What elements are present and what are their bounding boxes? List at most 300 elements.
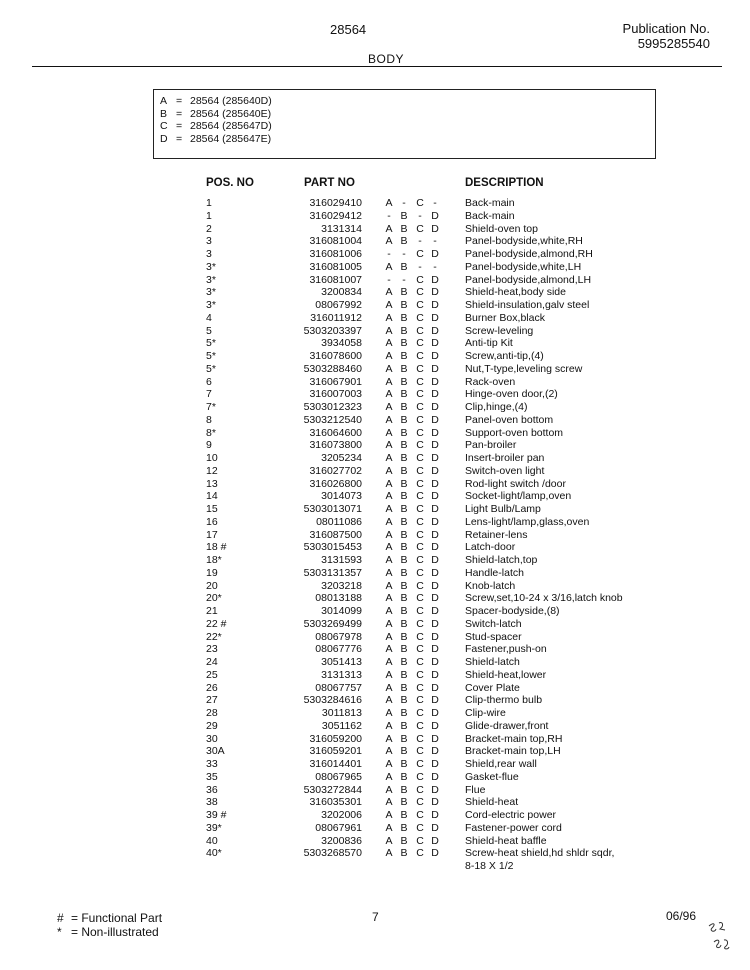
model-mark-c: C	[416, 796, 424, 809]
model-mark-d: D	[431, 566, 439, 579]
column-header-part: PART NO	[304, 177, 355, 189]
part-pos: 30	[206, 732, 218, 745]
legend	[57, 911, 162, 939]
table-row	[0, 235, 750, 248]
part-pos: 33	[206, 758, 218, 770]
variant-row	[160, 120, 655, 133]
model-mark-b: B	[400, 260, 408, 273]
model-mark-c: C	[416, 311, 424, 324]
table-row	[0, 274, 750, 287]
model-mark-c: C	[416, 197, 424, 209]
model-mark-b: B	[400, 847, 408, 860]
model-mark-d: D	[431, 452, 439, 464]
model-mark-d: -	[433, 197, 437, 209]
model-mark-a: A	[385, 350, 393, 362]
model-mark-b: B	[400, 388, 408, 401]
part-number: 08011086	[316, 515, 362, 528]
model-mark-d: D	[431, 656, 439, 668]
part-pos: 40	[206, 834, 218, 847]
model-mark-a: A	[385, 490, 393, 503]
model-mark-c: C	[416, 324, 424, 337]
model-mark-c: C	[416, 605, 424, 617]
header-rule	[32, 66, 722, 67]
model-mark-c: C	[416, 617, 424, 630]
model-mark-b: B	[400, 503, 408, 515]
table-row	[0, 439, 750, 452]
model-mark-d: D	[431, 209, 439, 222]
part-number: 5303013071	[303, 503, 362, 515]
model-mark-c: -	[418, 235, 422, 248]
model-mark-d: D	[431, 337, 439, 350]
model-mark-c: C	[416, 286, 424, 299]
model-mark-a: A	[385, 324, 393, 337]
model-mark-a: A	[385, 554, 393, 566]
part-description: Panel-bodyside,almond,RH	[465, 248, 593, 260]
part-pos: 12	[206, 464, 218, 477]
model-mark-a: A	[385, 260, 393, 273]
model-mark-c: C	[416, 426, 424, 439]
variant-eq: =	[176, 95, 183, 107]
model-mark-b: B	[400, 617, 408, 630]
model-mark-b: -	[402, 197, 406, 209]
model-mark-d: D	[431, 579, 439, 592]
table-row	[0, 733, 750, 746]
model-mark-a: A	[385, 375, 393, 388]
part-description: Flue	[465, 783, 486, 796]
model-mark-b: B	[400, 311, 408, 324]
table-row	[0, 363, 750, 376]
part-description: Shield-latch,top	[465, 554, 538, 566]
model-mark-d: D	[431, 503, 439, 515]
model-mark-a: A	[385, 719, 393, 732]
table-row	[0, 720, 750, 733]
part-number: 3051413	[321, 656, 362, 668]
part-description: Back-main	[465, 209, 515, 222]
model-mark-c: C	[416, 694, 424, 707]
model-mark-d: D	[431, 413, 439, 426]
part-number: 3011813	[321, 707, 362, 719]
model-mark-b: B	[400, 541, 408, 554]
table-row	[0, 452, 750, 465]
part-number: 316081004	[309, 235, 362, 248]
model-mark-b: B	[400, 426, 408, 439]
part-number: 3014099	[321, 605, 362, 617]
model-mark-b: B	[400, 821, 408, 834]
model-mark-c: C	[416, 541, 424, 554]
part-pos: 26	[206, 681, 218, 694]
part-description: Cord-electric power	[465, 809, 557, 821]
model-mark-b: B	[400, 643, 408, 656]
model-mark-a: A	[385, 299, 393, 311]
variant-key: A	[160, 95, 168, 107]
variant-key: C	[160, 120, 168, 132]
part-description: Bracket-main top,LH	[465, 745, 561, 758]
model-mark-c: C	[416, 503, 424, 515]
model-mark-b: B	[400, 375, 408, 388]
model-mark-d: D	[431, 694, 439, 707]
part-pos: 3*	[206, 286, 216, 299]
table-row	[0, 745, 750, 758]
part-pos: 5*	[206, 337, 216, 350]
part-number: 3934058	[321, 337, 362, 350]
model-mark-d: D	[431, 477, 439, 490]
variant-value: 28564 (285647E)	[190, 132, 272, 145]
table-row	[0, 350, 750, 363]
model-mark-d: D	[431, 528, 439, 541]
legend-symbol: #	[57, 911, 64, 925]
handwritten-note-mark	[706, 918, 740, 954]
model-mark-c: -	[418, 209, 422, 222]
model-mark-b: B	[400, 732, 408, 745]
part-number: 316078600	[309, 350, 362, 362]
table-row	[0, 580, 750, 593]
model-mark-b: B	[400, 222, 408, 235]
part-description: Insert-broiler pan	[465, 452, 545, 464]
model-mark-d: D	[431, 362, 439, 375]
model-mark-b: B	[400, 452, 408, 464]
part-description: Panel-oven bottom	[465, 413, 554, 426]
variant-row	[160, 133, 655, 146]
model-mark-b: B	[400, 694, 408, 707]
table-row	[0, 618, 750, 631]
model-mark-d: D	[431, 643, 439, 656]
model-mark-a: A	[385, 439, 393, 452]
part-description: Handle-latch	[465, 566, 524, 579]
model-mark-d: D	[431, 758, 439, 770]
part-pos: 16	[206, 515, 218, 528]
table-row	[0, 197, 750, 210]
part-number: 316064600	[309, 426, 362, 439]
table-row	[0, 465, 750, 478]
part-description: Screw,set,10-24 x 3/16,latch knob	[465, 592, 623, 605]
part-description: Support-oven bottom	[465, 426, 564, 439]
model-mark-d: D	[431, 707, 439, 719]
model-mark-b: B	[400, 579, 408, 592]
part-pos: 30A	[206, 745, 225, 758]
table-row	[0, 312, 750, 325]
model-mark-a: A	[385, 783, 393, 796]
table-row	[0, 414, 750, 427]
model-mark-d: D	[431, 617, 439, 630]
part-number: 08067978	[315, 630, 362, 643]
model-mark-c: C	[416, 413, 424, 426]
part-pos: 8*	[206, 426, 216, 439]
table-row	[0, 337, 750, 350]
variant-key: B	[160, 107, 168, 120]
model-mark-d: D	[431, 464, 439, 477]
part-description: Rack-oven	[465, 375, 516, 388]
model-mark-c: -	[418, 260, 422, 273]
part-number: 3131313	[321, 668, 362, 681]
variant-eq: =	[176, 132, 183, 145]
variant-key-box	[153, 89, 656, 159]
model-mark-c: C	[416, 337, 424, 350]
model-mark-c: C	[416, 401, 424, 413]
part-number: 316027702	[309, 464, 362, 477]
legend-text: = Functional Part	[71, 911, 163, 925]
table-row	[0, 427, 750, 440]
publication-label: Publication No.	[622, 21, 710, 36]
model-mark-a: A	[385, 834, 393, 847]
part-number: 316007003	[309, 388, 362, 401]
model-mark-a: A	[385, 311, 393, 324]
table-row	[0, 567, 750, 580]
part-description: Hinge-oven door,(2)	[465, 388, 558, 401]
part-pos: 18*	[206, 554, 222, 566]
model-mark-d: D	[431, 222, 439, 235]
model-mark-c: C	[416, 579, 424, 592]
model-mark-c: C	[416, 248, 424, 260]
model-mark-c: C	[416, 732, 424, 745]
page-number: 7	[372, 910, 379, 924]
table-row	[0, 796, 750, 809]
part-description: Panel-bodyside,white,LH	[465, 260, 582, 273]
model-mark-c: C	[416, 528, 424, 541]
part-pos: 29	[206, 719, 218, 732]
model-mark-a: A	[385, 809, 393, 821]
model-mark-b: B	[400, 299, 408, 311]
column-header-description: DESCRIPTION	[465, 177, 544, 189]
model-mark-d: D	[431, 324, 439, 337]
part-number: 3203218	[321, 579, 362, 592]
publication-number: 5995285540	[637, 36, 710, 51]
part-number: 316067901	[309, 375, 362, 388]
part-number: 316029412	[309, 209, 362, 222]
part-description: Knob-latch	[465, 579, 516, 592]
part-pos: 5	[206, 324, 212, 337]
part-number: 316059200	[309, 732, 362, 745]
part-number: 3051162	[321, 719, 362, 732]
model-mark-c: C	[416, 388, 424, 401]
model-mark-d: D	[431, 834, 439, 847]
model-mark-a: A	[385, 388, 393, 401]
model-mark-d: D	[431, 796, 439, 809]
part-pos: 27	[206, 694, 218, 707]
part-pos: 20*	[206, 592, 222, 605]
model-mark-b: B	[400, 566, 408, 579]
table-row	[0, 707, 750, 720]
model-mark-b: B	[400, 656, 408, 668]
model-mark-a: A	[385, 681, 393, 694]
variant-row	[160, 108, 655, 121]
part-description: Shield-heat baffle	[465, 834, 547, 847]
model-mark-b: B	[400, 745, 408, 758]
model-mark-c: C	[416, 643, 424, 656]
publication-block	[623, 21, 710, 51]
model-mark-d: D	[431, 515, 439, 528]
model-mark-b: -	[402, 273, 406, 286]
model-mark-b: B	[400, 554, 408, 566]
variant-key: D	[160, 132, 168, 145]
part-number: 08067992	[315, 299, 362, 311]
part-pos: 4	[206, 311, 212, 324]
part-description: Clip,hinge,(4)	[465, 401, 528, 413]
model-mark-d: D	[431, 732, 439, 745]
model-mark-c: C	[416, 719, 424, 732]
model-mark-a: A	[385, 643, 393, 656]
table-row	[0, 809, 750, 822]
table-row	[0, 248, 750, 261]
model-mark-a: -	[387, 248, 391, 260]
part-number: 5303288460	[303, 362, 362, 375]
model-mark-c: C	[416, 490, 424, 503]
table-row	[0, 401, 750, 414]
model-mark-a: A	[385, 337, 393, 350]
model-mark-b: B	[400, 796, 408, 809]
part-description: Shield-heat,lower	[465, 668, 547, 681]
table-row	[0, 694, 750, 707]
part-description: Burner Box,black	[465, 311, 545, 324]
part-pos: 6	[206, 375, 212, 388]
model-mark-b: B	[400, 707, 408, 719]
table-row	[0, 847, 750, 860]
part-description: Shield-latch	[465, 656, 520, 668]
table-row	[0, 388, 750, 401]
part-description: Stud-spacer	[465, 630, 522, 643]
model-mark-c: C	[416, 707, 424, 719]
model-mark-a: A	[385, 541, 393, 554]
part-pos: 40*	[206, 847, 222, 860]
model-mark-c: C	[416, 630, 424, 643]
table-row	[0, 669, 750, 682]
part-pos: 3	[206, 235, 212, 248]
part-pos: 3*	[206, 260, 216, 273]
part-description: Anti-tip Kit	[465, 337, 513, 350]
model-mark-c: C	[416, 273, 424, 286]
model-mark-c: C	[416, 477, 424, 490]
model-mark-d: D	[431, 299, 439, 311]
model-mark-c: C	[416, 350, 424, 362]
table-row	[0, 529, 750, 542]
model-mark-b: B	[400, 770, 408, 783]
model-mark-a: A	[385, 579, 393, 592]
part-number: 316011912	[310, 311, 362, 324]
part-description-continuation: 8-18 X 1/2	[465, 860, 514, 872]
model-mark-b: B	[400, 681, 408, 694]
part-number: 316081005	[309, 260, 362, 273]
part-pos: 10	[206, 452, 218, 464]
part-description: Lens-light/lamp,glass,oven	[465, 515, 590, 528]
part-description: Light Bulb/Lamp	[465, 503, 541, 515]
model-mark-b: B	[400, 668, 408, 681]
model-mark-b: B	[400, 758, 408, 770]
model-mark-d: D	[431, 541, 439, 554]
part-description: Gasket-flue	[465, 770, 519, 783]
part-pos: 21	[206, 605, 218, 617]
table-row	[0, 261, 750, 274]
part-number: 08013188	[315, 592, 362, 605]
model-mark-b: B	[400, 235, 408, 248]
part-pos: 8	[206, 413, 212, 426]
part-pos: 14	[206, 490, 218, 503]
part-number: 5303284616	[303, 694, 362, 707]
part-pos: 35	[206, 770, 218, 783]
part-pos: 22 #	[206, 617, 227, 630]
model-mark-d: D	[431, 745, 439, 758]
part-number: 316035301	[309, 796, 362, 809]
table-row	[0, 223, 750, 236]
part-description: Panel-bodyside,white,RH	[465, 235, 583, 248]
model-mark-a: A	[385, 286, 393, 299]
model-mark-d: D	[431, 681, 439, 694]
model-mark-a: A	[385, 732, 393, 745]
model-mark-d: D	[431, 770, 439, 783]
part-pos: 5*	[206, 362, 216, 375]
model-mark-c: C	[416, 809, 424, 821]
parts-table	[0, 197, 750, 873]
model-mark-b: B	[400, 362, 408, 375]
part-description: Switch-latch	[465, 617, 522, 630]
model-mark-a: A	[385, 566, 393, 579]
model-mark-c: C	[416, 745, 424, 758]
part-description: Nut,T-type,leveling screw	[465, 362, 583, 375]
model-mark-a: A	[385, 796, 393, 809]
model-mark-a: A	[385, 528, 393, 541]
part-pos: 1	[206, 209, 212, 222]
model-mark-d: -	[433, 260, 437, 273]
model-mark-a: A	[385, 668, 393, 681]
model-mark-c: C	[416, 439, 424, 452]
model-mark-d: D	[431, 375, 439, 388]
model-mark-c: C	[416, 299, 424, 311]
model-mark-a: A	[385, 694, 393, 707]
part-description: Glide-drawer,front	[465, 719, 549, 732]
part-number: 5303015453	[303, 541, 362, 554]
part-description: Shield-oven top	[465, 222, 538, 235]
model-mark-d: D	[431, 350, 439, 362]
model-mark-d: D	[431, 554, 439, 566]
table-row	[0, 376, 750, 389]
part-pos: 25	[206, 668, 218, 681]
part-pos: 36	[206, 783, 218, 796]
part-pos: 23	[206, 643, 218, 656]
model-mark-a: A	[385, 464, 393, 477]
model-mark-d: D	[431, 821, 439, 834]
variant-eq: =	[176, 120, 183, 132]
part-description: Spacer-bodyside,(8)	[465, 605, 560, 617]
model-mark-b: B	[400, 490, 408, 503]
part-description: Screw-heat shield,hd shldr sqdr,	[465, 847, 615, 860]
part-number: 316029410	[309, 197, 362, 209]
part-pos: 17	[206, 528, 218, 541]
part-pos: 15	[206, 503, 218, 515]
part-description: Socket-light/lamp,oven	[465, 490, 572, 503]
model-mark-a: A	[385, 503, 393, 515]
part-number: 5303212540	[303, 413, 362, 426]
part-pos: 22*	[206, 630, 222, 643]
model-mark-c: C	[416, 668, 424, 681]
column-header-pos: POS. NO	[206, 177, 254, 189]
part-number: 3131314	[321, 222, 362, 235]
model-mark-a: A	[385, 617, 393, 630]
model-mark-d: D	[431, 809, 439, 821]
part-description: Retainer-lens	[465, 528, 528, 541]
variant-value: 28564 (285647D)	[190, 120, 272, 132]
table-row	[0, 478, 750, 491]
model-mark-a: A	[385, 515, 393, 528]
part-description: Shield-insulation,galv steel	[465, 299, 590, 311]
model-mark-c: C	[416, 515, 424, 528]
part-pos: 39 #	[206, 809, 227, 821]
model-mark-d: D	[431, 847, 439, 860]
model-mark-d: D	[431, 311, 439, 324]
table-row	[0, 822, 750, 835]
table-row	[0, 490, 750, 503]
part-number: 316081007	[309, 273, 362, 286]
model-mark-a: A	[385, 413, 393, 426]
part-description: Fastener-power cord	[465, 821, 562, 834]
revision-date: 06/96	[666, 909, 697, 923]
